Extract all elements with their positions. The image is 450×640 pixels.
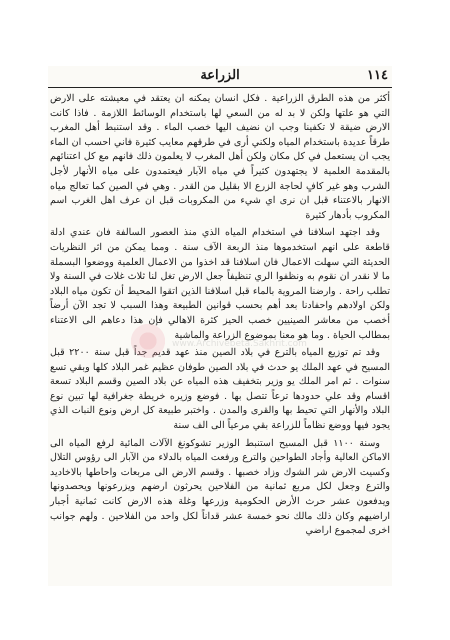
page-header — [48, 66, 392, 88]
paragraph-4: وسنة ١١٠٠ قبل المسيح استنبط الوزير تشوكونغ الآلات المائية لرفع المياه الى الاماكن العالية وأجاد الطواحين والترع ورفعت المياه بالدلاء من الآبار الى رؤوس التلال وكسيت الارض شر الشوك وزاد خصبها . وقسم الارض الى مربعات واحاطها بالاخاديد والترع وجعل لكل مربع ثمانية من الفلاحين يحرثون ارضهم ويزرعونها ويحصدونها ويدفعون عشر حرث الأرض الحكومية وزرعها وغلة هذه الارض كانت ثمانية أجبار اراضيهم وكان ذلك مالك نحو خمسة عشر قداناً لكل واحد من الفلاحين . ولهم جوانب اخرى لمجموع اراضي — [50, 437, 390, 537]
watermark-text: www.Archivebeta.Sakhrit.com — [172, 339, 307, 349]
paragraph-2: وقد اجتهد اسلافنا في استخدام المياه الذي منذ العصور السالفة فان عندي ادلة قاطعة على انهم استخدموها منذ الربعة الآف سنة . ومما يمكن من اثر النظريات الحديثة التي سهلت الاعمال فان اسلافنا قد اخذوا من الاعمال العلمية ووضعوا البسملة ما لا نقدر ان نقوم به ونظفوا الري تنظيفاً جعل الارض تغل لنا ثلاث غلات في السنة ولا تطلب راحة . وارضنا المروية بالماء قبل اسلافنا الذين اتقوا المحيط أن تكون مياه البلاد ولكن اولادهم واحفادنا بعد أهم بحسب قوانين الطبيعة وهذا السبب لا تجد الآن أرضاً أخصب من معاشر الصينيين خصب الحيز كثرة الاهالي فإن هذا دعاهم الى الاعتناء بمطالب الحياة . وما هو معنا بموضوع الزراعة والماشية — [50, 227, 390, 341]
book-page — [48, 66, 392, 586]
running-title: الزراعة — [200, 68, 240, 83]
page-body — [48, 88, 392, 539]
page-number: ١١٤ — [367, 68, 388, 83]
paragraph-3: وقد تم توزيع المياه بالترع في بلاد الصين منذ عهد قديم جداً قبل سنة ٢٢٠٠ قبل المسيح في عهد الملك يو حدث في بلاد الصين طوفان عظيم غمر البلاد كلها وبقي تسع سنوات . ثم امر الملك يو وزير بتخفيف هذه المياه عن بلاد الصين وقسم البلاد تسعة اقسام وقد علي حدودها ترعاً تتصل بها . فوضع وزيره خريطة جغرافية لها تبين نوع البلاد والأنهار التي تحيط بها والقرى والمدن . واختبر طبيعة كل ارض ونوع النبات الذي يجود فيها ووضع نظاماً للزراعة بقي مرعياً الى الف سنة — [50, 347, 390, 432]
header-rule — [48, 87, 392, 88]
paragraph-1: أكثر من هذه الطرق الزراعية . فكل انسان يمكنه ان يعتقد في معيشته على الارض التي هو علتها ولكن لا بد له من السعي لها باستخدام الوسائط اللازمة . فاذا كانت الارض ضيقة لا تكفينا وجب ان نضيف اليها خصب الماء . وقد استنبط أهل المغرب طرقاً عديدة باستخدام المياه ولكني أرى في طرقهم معايب كثيرة فاني احسب ان الماء يجب ان يستعمل في كل مكان ولكن أهل المغرب لا يعلمون ذلك فانهم مع كل اعتنائهم بالمقدمة العلمية لا يجتهدون كثيراً في مياه الآبار فيعتمدون على مياه الأنهار لأجل الشرب وهو غير كافٍ لحاجة الزرع الا بقليل من القدر . وهي في الصين كما تعالج مياه الانهار بالاعتناء قبل ان نرى اي شيء من المكروبات قبل ان عرف اهل الغرب اسم المكروب بأدهار كثيرة — [50, 93, 390, 221]
